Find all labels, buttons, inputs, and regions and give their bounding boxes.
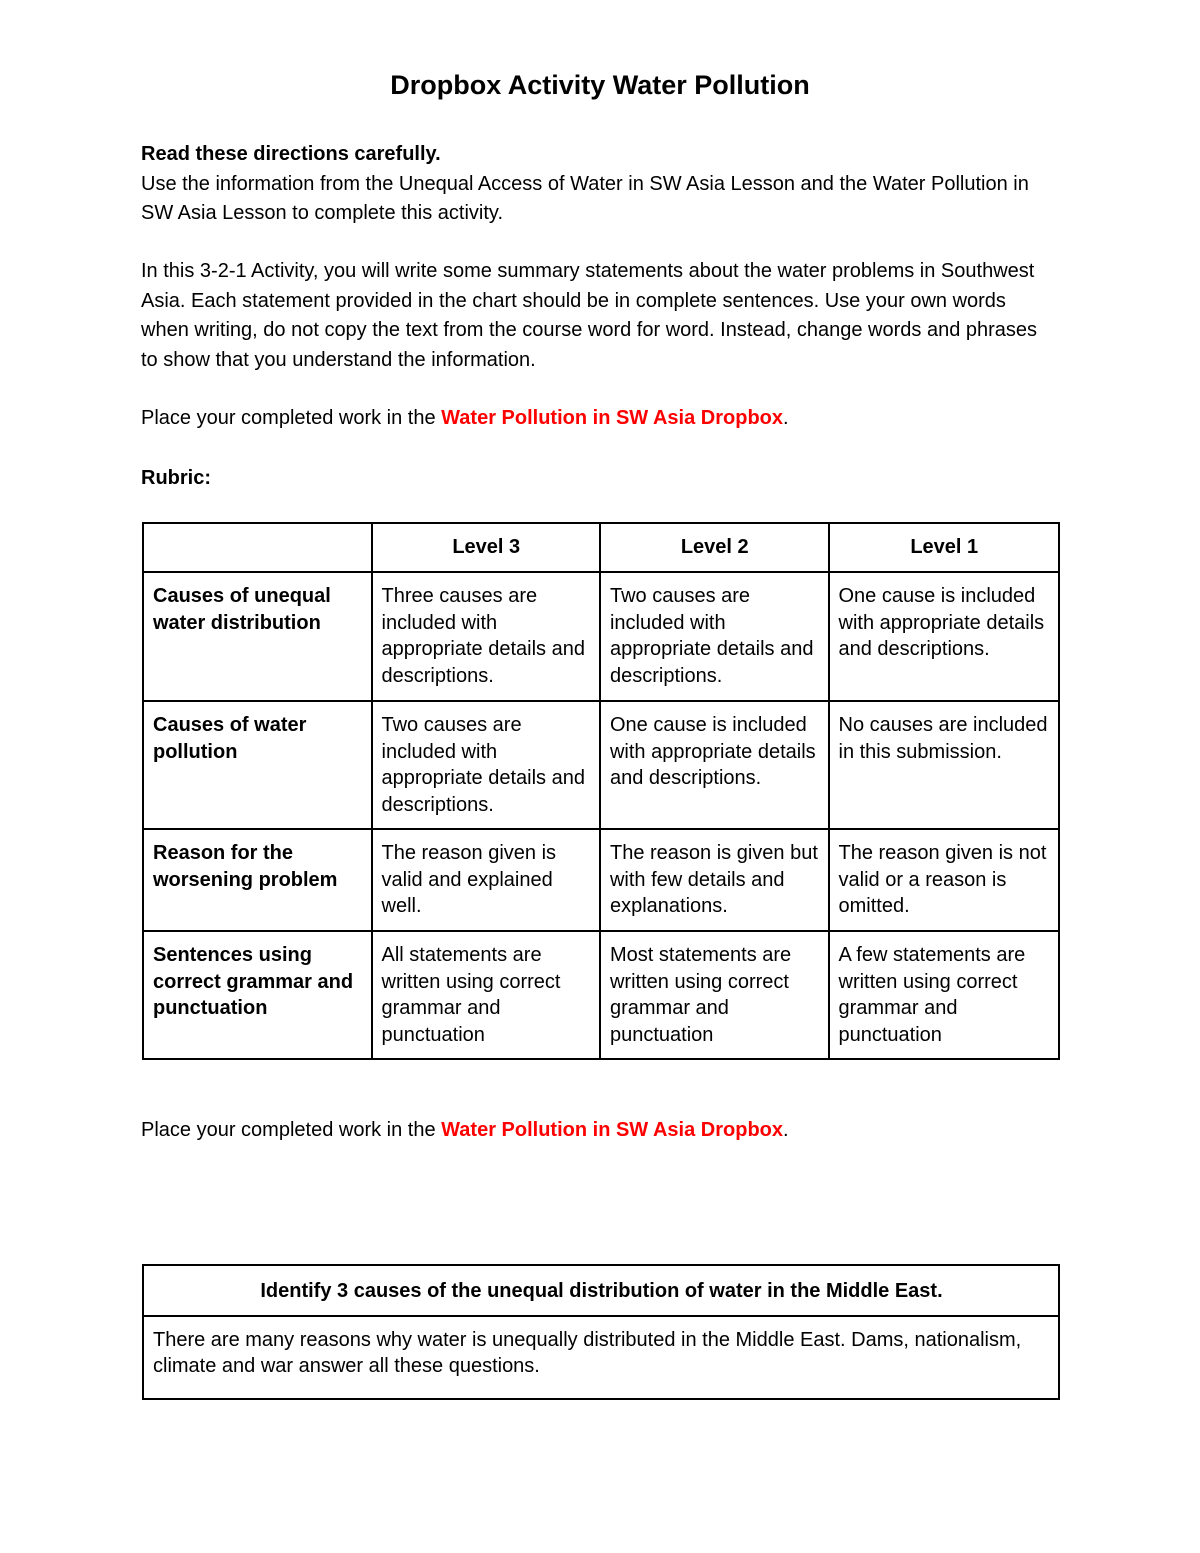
rubric-cell: No causes are included in this submission. [829, 701, 1060, 829]
rubric-cell: Three causes are included with appropriate details and descriptions. [372, 572, 600, 701]
rubric-header-level-2: Level 2 [600, 523, 829, 572]
submission-suffix: . [783, 407, 789, 429]
dropbox-link-top[interactable]: Water Pollution in SW Asia Dropbox [441, 407, 784, 429]
directions-heading: Read these directions carefully. [141, 143, 441, 165]
dropbox-link-bottom[interactable]: Water Pollution in SW Asia Dropbox [441, 1119, 784, 1141]
rubric-corner-cell [143, 523, 372, 572]
rubric-cell: The reason given is valid and explained well. [372, 829, 600, 931]
rubric-cell: One cause is included with appropriate details and descriptions. [600, 701, 829, 829]
directions-paragraph [141, 140, 1041, 229]
submission-prefix: Place your completed work in the [141, 407, 442, 429]
rubric-cell: All statements are written using correct grammar and punctuation [372, 931, 600, 1059]
submission-prefix: Place your completed work in the [141, 1119, 442, 1141]
rubric-cell: One cause is included with appropriate details and descriptions. [829, 572, 1060, 701]
page-title: Dropbox Activity Water Pollution [390, 70, 810, 100]
rubric-label: Rubric: [141, 467, 211, 489]
answer-response[interactable]: There are many reasons why water is unequally distributed in the Middle East. Dams, nationalism, climate and war answer all these questions. [143, 1316, 1059, 1399]
rubric-row [143, 931, 1059, 1059]
answer-response-row [143, 1316, 1059, 1399]
rubric-header-level-1: Level 1 [829, 523, 1060, 572]
rubric-header-level-3: Level 3 [372, 523, 600, 572]
answer-question-row [143, 1265, 1059, 1316]
rubric-row [143, 572, 1059, 701]
rubric-criterion: Reason for the worsening problem [143, 829, 372, 931]
rubric-cell: The reason is given but with few details and explanations. [600, 829, 829, 931]
rubric-cell: The reason given is not valid or a reason is omitted. [829, 829, 1060, 931]
rubric-cell: Most statements are written using correct grammar and punctuation [600, 931, 829, 1059]
rubric-table [142, 522, 1060, 1060]
rubric-cell: Two causes are included with appropriate details and descriptions. [372, 701, 600, 829]
activity-paragraph: In this 3-2-1 Activity, you will write some summary statements about the water problems in Southwest Asia. Each statement provided in the chart should be in complete sentences. Use your own words when writing, do not copy the text from the course word for word. Instead, change words and phrases to show that you understand the information. [141, 260, 1038, 371]
rubric-criterion: Sentences using correct grammar and punctuation [143, 931, 372, 1059]
rubric-cell: A few statements are written using correct grammar and punctuation [829, 931, 1060, 1059]
rubric-header-row [143, 523, 1059, 572]
answer-question: Identify 3 causes of the unequal distribution of water in the Middle East. [143, 1265, 1059, 1316]
submission-instruction-top [141, 404, 1041, 434]
answer-table [142, 1264, 1060, 1400]
rubric-row [143, 701, 1059, 829]
rubric-criterion: Causes of unequal water distribution [143, 572, 372, 701]
rubric-cell: Two causes are included with appropriate details and descriptions. [600, 572, 829, 701]
rubric-criterion: Causes of water pollution [143, 701, 372, 829]
submission-instruction-bottom [141, 1116, 1041, 1146]
rubric-row [143, 829, 1059, 931]
submission-suffix: . [783, 1119, 789, 1141]
directions-text: Use the information from the Unequal Access of Water in SW Asia Lesson and the Water Pollution in SW Asia Lesson to complete this activity. [141, 172, 1029, 224]
